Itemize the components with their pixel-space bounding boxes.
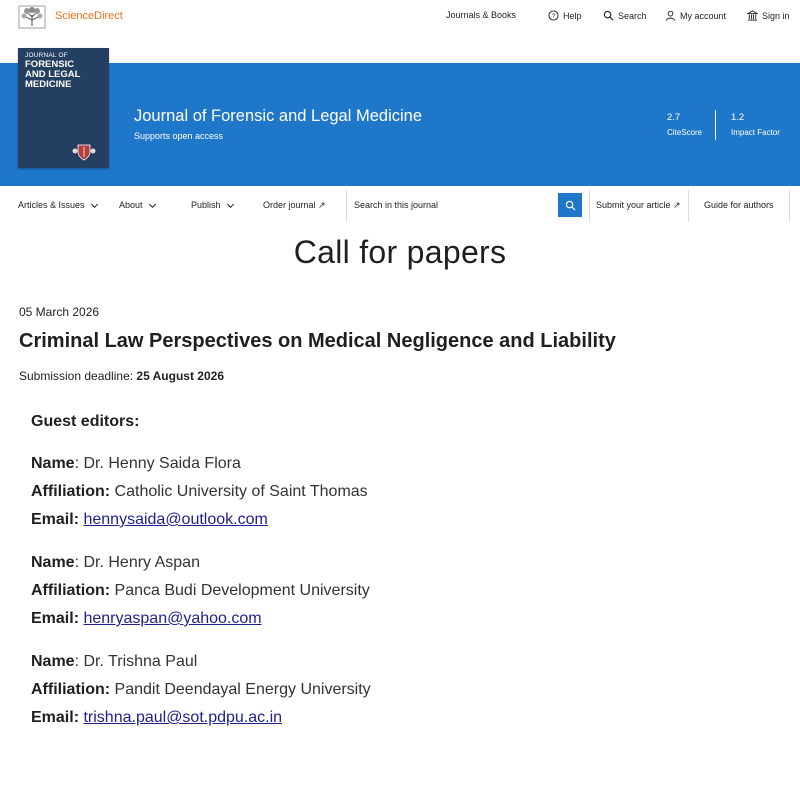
search-icon: [565, 200, 576, 211]
submit-article-label: Submit your article ↗: [596, 200, 681, 210]
editor-email-line: [31, 610, 262, 628]
chevron-down-icon: [90, 201, 99, 210]
journal-cover[interactable]: [18, 48, 109, 168]
editor-email-line: [31, 511, 268, 529]
nav-divider: [688, 190, 689, 222]
cover-line-2: FORENSIC: [25, 59, 75, 70]
nav-articles-issues-label: Articles & Issues: [18, 200, 85, 210]
editor-name: : Dr. Trishna Paul: [74, 653, 198, 670]
affiliation-label: Affiliation:: [31, 582, 111, 599]
cover-line-4: MEDICINE: [25, 79, 72, 90]
nav-journals-books-label: Journals & Books: [446, 10, 517, 20]
name-label: Name: [31, 455, 75, 472]
journal-search-input[interactable]: [347, 190, 558, 220]
citescore-metric[interactable]: [667, 112, 702, 137]
nav-search-label: Search: [618, 10, 647, 21]
affiliation-label: Affiliation:: [31, 483, 111, 500]
nav-about[interactable]: [119, 200, 157, 210]
editor-affiliation-line: [31, 483, 368, 501]
metric-divider: [715, 110, 716, 140]
name-label: Name: [31, 653, 75, 670]
editor-email-link[interactable]: trishna.paul@sot.pdpu.ac.in: [83, 709, 283, 726]
sciencedirect-brand[interactable]: ScienceDirect: [55, 10, 123, 22]
email-label: Email:: [31, 511, 80, 528]
nav-publish-label: Publish: [191, 200, 221, 210]
journal-title[interactable]: Journal of Forensic and Legal Medicine: [134, 107, 423, 125]
journal-search-button[interactable]: [558, 193, 582, 217]
editor-name-line: [31, 653, 197, 671]
nav-articles-issues[interactable]: [18, 200, 99, 210]
editor-name-line: [31, 455, 241, 473]
search-icon: [603, 10, 614, 21]
editor-affiliation: Pandit Deendayal Energy University: [110, 681, 371, 698]
nav-sign-in-label: Sign in: [762, 10, 790, 21]
journal-subtitle: Supports open access: [134, 131, 224, 141]
editor-email-link[interactable]: hennysaida@outlook.com: [83, 511, 268, 528]
nav-divider: [589, 190, 590, 222]
nav-order-journal-label: Order journal ↗: [263, 200, 326, 210]
nav-about-label: About: [119, 200, 143, 210]
impact-factor-metric[interactable]: [731, 112, 780, 137]
nav-order-journal[interactable]: [263, 200, 326, 211]
nav-publish[interactable]: [191, 200, 235, 210]
impact-factor-value: 1.2: [731, 112, 745, 123]
impact-factor-label: Impact Factor: [731, 128, 780, 137]
citescore-label: CiteScore: [667, 128, 703, 137]
submission-deadline: [19, 369, 224, 383]
deadline-label: Submission deadline:: [19, 369, 137, 383]
crest-icon: [72, 142, 96, 162]
citescore-value: 2.7: [667, 112, 681, 123]
submit-article-link[interactable]: [596, 200, 681, 211]
cfp-title: Criminal Law Perspectives on Medical Negligence and Liability: [19, 330, 616, 352]
guest-editors-heading: Guest editors:: [31, 413, 140, 430]
editor-affiliation-line: [31, 681, 371, 699]
nav-my-account-label: My account: [680, 10, 727, 21]
editor-affiliation: Panca Budi Development University: [110, 582, 370, 599]
editor-email-link[interactable]: henryaspan@yahoo.com: [83, 610, 262, 627]
elsevier-logo-icon[interactable]: [18, 5, 46, 29]
email-label: Email:: [31, 610, 80, 627]
nav-help-label: Help: [563, 10, 582, 21]
help-icon: [548, 10, 559, 21]
svg-text:?: ?: [551, 12, 556, 20]
institution-icon: [747, 10, 758, 21]
nav-help[interactable]: [548, 10, 582, 21]
nav-my-account[interactable]: [665, 10, 726, 21]
cover-title: [25, 60, 80, 90]
page-title: Call for papers: [293, 234, 507, 270]
publish-date: 05 March 2026: [19, 305, 100, 319]
affiliation-label: Affiliation:: [31, 681, 111, 698]
nav-divider: [789, 190, 790, 222]
name-label: Name: [31, 554, 75, 571]
cover-line-1: JOURNAL OF: [25, 52, 68, 59]
editor-affiliation-line: [31, 582, 370, 600]
editor-name-line: [31, 554, 200, 572]
nav-sign-in[interactable]: [747, 10, 790, 21]
chevron-down-icon: [148, 201, 157, 210]
guide-authors-label: Guide for authors: [704, 200, 774, 210]
cover-line-3: AND LEGAL: [25, 69, 81, 80]
editor-email-line: [31, 709, 282, 727]
guide-authors-link[interactable]: [704, 200, 774, 210]
chevron-down-icon: [226, 201, 235, 210]
editor-affiliation: Catholic University of Saint Thomas: [110, 483, 368, 500]
editor-name: : Dr. Henny Saida Flora: [74, 455, 241, 472]
email-label: Email:: [31, 709, 80, 726]
deadline-value: 25 August 2026: [136, 369, 224, 383]
editor-name: : Dr. Henry Aspan: [74, 554, 200, 571]
nav-search[interactable]: [603, 10, 647, 21]
user-icon: [665, 10, 676, 21]
nav-journals-books[interactable]: [446, 10, 516, 20]
